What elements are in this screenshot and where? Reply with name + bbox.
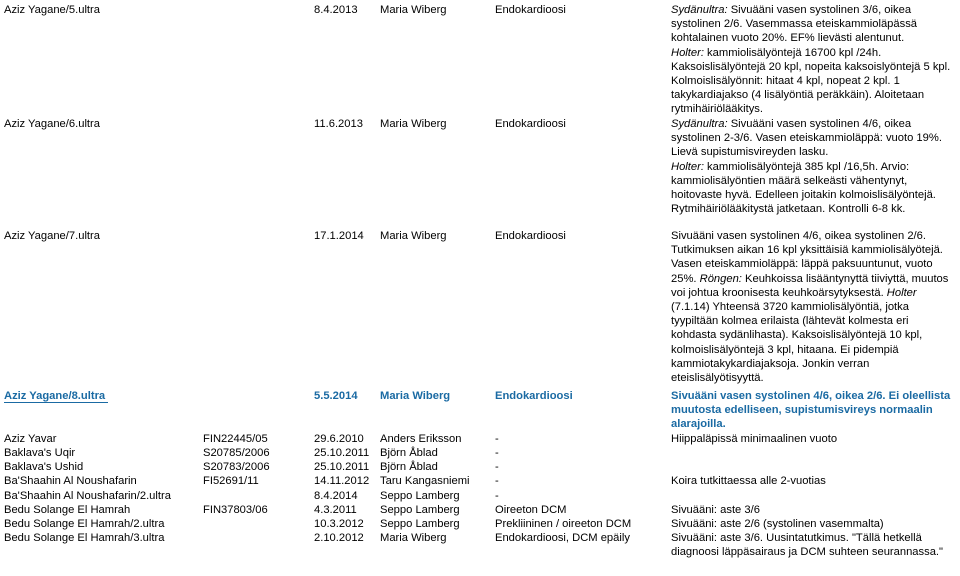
description-line: kammiolisälyöntien määrä selkeästi vähentynyt, <box>671 174 908 187</box>
registration-id-cell[interactable]: FI52691/11 <box>203 475 259 487</box>
diagnosis-type-cell[interactable]: - <box>495 433 499 445</box>
doctor-name-cell[interactable]: Taru Kangasniemi <box>380 475 470 487</box>
description-line: muutosta edelliseen, supistumisvireys normaalin <box>671 404 933 417</box>
description-line: kolmoislisälyöntejä 3 kpl, hitaana. Ei pidempiä <box>671 343 899 356</box>
registration-id-cell[interactable]: S20785/2006 <box>203 447 270 459</box>
exam-date-cell[interactable]: 29.6.2010 <box>314 433 364 445</box>
patient-name-cell[interactable]: Bedu Solange El Hamrah/2.ultra <box>4 518 165 530</box>
doctor-name-cell[interactable]: Maria Wiberg <box>380 4 447 16</box>
doctor-name-cell[interactable]: Seppo Lamberg <box>380 518 460 530</box>
description-line: Holter: kammiolisälyöntejä 16700 kpl /24h. <box>671 46 882 59</box>
exam-date-cell[interactable]: 25.10.2011 <box>314 447 370 459</box>
patient-name-cell[interactable]: Aziz Yagane/5.ultra <box>4 4 100 16</box>
registration-id-cell[interactable]: FIN22445/05 <box>203 433 268 445</box>
description-cell[interactable] <box>671 446 956 460</box>
patient-name-cell[interactable]: Baklava's Uqir <box>4 447 76 459</box>
diagnosis-type-cell[interactable]: - <box>495 461 499 473</box>
diagnosis-type-cell[interactable]: - <box>495 490 499 502</box>
description-line: diagnoosi läppäsairaus ja DCM suhteen seurannassa." <box>671 546 944 559</box>
diagnosis-type-cell[interactable]: Oireeton DCM <box>495 504 567 516</box>
description-line <box>671 489 956 503</box>
doctor-name-cell[interactable]: Maria Wiberg <box>380 230 447 242</box>
description-line: Sydänultra: Sivuääni vasen systolinen 3/6, oikea <box>671 4 912 16</box>
doctor-name-cell[interactable]: Seppo Lamberg <box>380 490 460 502</box>
patient-name-cell[interactable]: Aziz Yagane/8.ultra <box>4 390 106 402</box>
description-line: Sivuääni vasen systolinen 4/6, oikea systolinen 2/6. <box>671 230 926 242</box>
diagnosis-type-cell[interactable]: Prekliininen / oireeton DCM <box>495 518 632 530</box>
exam-date-cell[interactable]: 17.1.2014 <box>314 230 364 242</box>
doctor-name-cell[interactable]: Maria Wiberg <box>380 118 447 130</box>
exam-date-cell[interactable]: 10.3.2012 <box>314 518 364 530</box>
patient-name-cell[interactable]: Aziz Yagane/6.ultra <box>4 118 100 130</box>
description-line: Rytmihäiriölääkitystä jatketaan. Kontrolli 6-8 kk. <box>671 203 906 216</box>
description-cell[interactable] <box>671 432 956 446</box>
description-line: eteislisälyötisyyttä. <box>671 372 764 385</box>
description-line: 25%. Röngen: Keuhkoissa lisääntynyttä tiiviyttä, muutos <box>671 272 949 285</box>
exam-date-cell[interactable]: 8.4.2014 <box>314 490 358 502</box>
exam-date-cell[interactable]: 2.10.2012 <box>314 532 364 544</box>
diagnosis-type-cell[interactable]: Endokardioosi <box>495 118 566 130</box>
doctor-name-cell[interactable]: Björn Åblad <box>380 461 438 473</box>
description-cell[interactable] <box>671 531 956 559</box>
patient-name-cell[interactable]: Bedu Solange El Hamrah <box>4 504 131 516</box>
doctor-name-cell[interactable]: Björn Åblad <box>380 447 438 459</box>
patient-name-cell[interactable]: Aziz Yagane/7.ultra <box>4 230 100 242</box>
diagnosis-type-cell[interactable]: Endokardioosi, DCM epäily <box>495 532 630 544</box>
description-line: kohdasta sydänlihasta). Kaksoislisälyöntejä 10 kpl, <box>671 329 923 342</box>
diagnosis-type-cell[interactable]: Endokardioosi <box>495 4 566 16</box>
description-cell[interactable] <box>671 503 956 517</box>
description-line: kohtalainen vuoto 20%. EF% lievästi alentunut. <box>671 32 905 45</box>
description-line: Lievä supistumisvireyden lasku. <box>671 146 829 159</box>
description-cell[interactable] <box>671 389 956 432</box>
description-line: Tutkimuksen aikan 16 kpl yksittäisiä kammiolisälyötejä. <box>671 244 943 257</box>
patient-name-cell[interactable]: Ba'Shaahin Al Noushafarin <box>4 475 137 487</box>
doctor-name-cell[interactable]: Anders Eriksson <box>380 433 462 445</box>
description-line: voi johtua kroonisesta keuhkoärsytyksestä. Holter <box>671 286 917 299</box>
description-cell[interactable] <box>671 517 956 531</box>
description-cell[interactable] <box>671 460 956 474</box>
patient-name-cell[interactable]: Bedu Solange El Hamrah/3.ultra <box>4 532 165 544</box>
description-line <box>671 446 956 460</box>
doctor-name-cell[interactable]: Seppo Lamberg <box>380 504 460 516</box>
description-line: Vasen eteiskammioläppä: läppä paksuuntunut, vuoto <box>671 258 933 271</box>
hyperlink-underline <box>4 402 108 403</box>
registration-id-cell[interactable]: S20783/2006 <box>203 461 270 473</box>
patient-name-cell[interactable]: Baklava's Ushid <box>4 461 84 473</box>
description-line: tyypiltään kolmea erilaista (lähtevät kolmesta eri <box>671 315 909 328</box>
description-cell[interactable] <box>671 474 956 488</box>
description-line: Sivuääni: aste 3/6. Uusintatutkimus. "Tällä hetkellä <box>671 532 922 544</box>
exam-date-cell[interactable]: 4.3.2011 <box>314 504 357 516</box>
exam-date-cell[interactable]: 25.10.2011 <box>314 461 370 473</box>
description-cell[interactable] <box>671 3 956 117</box>
doctor-name-cell[interactable]: Maria Wiberg <box>380 390 451 402</box>
diagnosis-type-cell[interactable]: - <box>495 447 499 459</box>
description-line: kammiotakykardiajaksoja. Jonkin verran <box>671 357 870 370</box>
description-line: Koira tutkittaessa alle 2-vuotias <box>671 475 826 487</box>
diagnosis-type-cell[interactable]: - <box>495 475 499 487</box>
description-cell[interactable] <box>671 489 956 503</box>
description-line: Hiippaläpissä minimaalinen vuoto <box>671 433 838 445</box>
description-cell[interactable] <box>671 229 956 385</box>
description-line: systolinen 2/6. Vasemmassa eteiskammioläpässä <box>671 18 918 31</box>
doctor-name-cell[interactable]: Maria Wiberg <box>380 532 447 544</box>
diagnosis-type-cell[interactable]: Endokardioosi <box>495 230 566 242</box>
description-line: takykardiajakso (4 lisälyöntiä peräkkäin). Aloitetaan <box>671 89 925 102</box>
exam-date-cell[interactable]: 14.11.2012 <box>314 475 370 487</box>
exam-date-cell[interactable]: 5.5.2014 <box>314 390 358 402</box>
description-line: Kaksoislisälyöntejä 20 kpl, nopeita kaksoislyöntejä 5 kpl. <box>671 60 951 73</box>
description-line: (7.1.14) Yhteensä 3720 kammiolisälyöntiä, jotka <box>671 301 909 314</box>
exam-date-cell[interactable]: 11.6.2013 <box>314 118 363 130</box>
description-line: Kolmoislisälyönnit: hitaat 4 kpl, nopeat 2 kpl. 1 <box>671 75 900 88</box>
exam-date-cell[interactable]: 8.4.2013 <box>314 4 358 16</box>
description-line: Sivuääni: aste 3/6 <box>671 504 760 516</box>
patient-name-cell[interactable]: Ba'Shaahin Al Noushafarin/2.ultra <box>4 490 171 502</box>
description-cell[interactable] <box>671 117 956 216</box>
description-line: Sivuääni: aste 2/6 (systolinen vasemmalta) <box>671 518 884 530</box>
description-line: Sydänultra: Sivuääni vasen systolinen 4/6, oikea <box>671 118 912 130</box>
description-line: hoitovaste hyvä. Edelleen joitakin kolmoislisälyöntejä. <box>671 189 936 202</box>
description-line: Holter: kammiolisälyöntejä 385 kpl /16,5h. Arvio: <box>671 160 910 173</box>
description-line: alarajoilla. <box>671 418 726 431</box>
description-line: Sivuääni vasen systolinen 4/6, oikea 2/6. Ei oleellista <box>671 390 951 402</box>
diagnosis-type-cell[interactable]: Endokardioosi <box>495 390 573 402</box>
patient-name-cell[interactable]: Aziz Yavar <box>4 433 57 445</box>
description-line: systolinen 2-3/6. Vasen eteiskammioläppä: vuoto 19%. <box>671 132 942 145</box>
registration-id-cell[interactable]: FIN37803/06 <box>203 504 268 516</box>
description-line <box>671 460 956 474</box>
description-line: rytmihäiriölääkitys. <box>671 103 764 116</box>
